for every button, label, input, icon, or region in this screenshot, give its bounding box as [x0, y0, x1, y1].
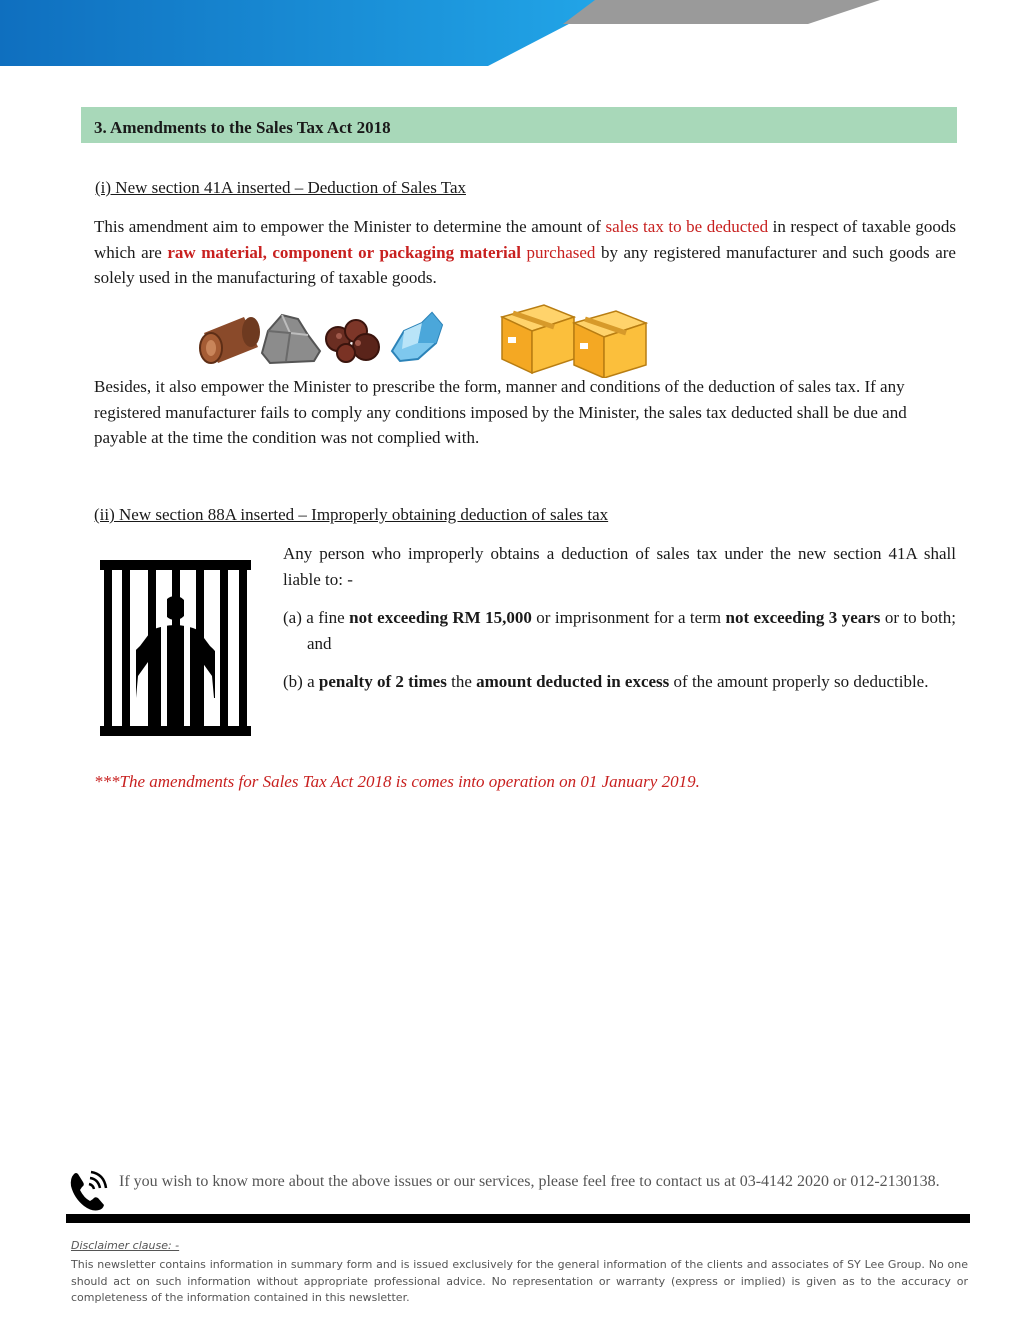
phone-icon	[68, 1168, 110, 1212]
penalty-item-a: (a) a fine not exceeding RM 15,000 or imprisonment for a term not exceeding 3 years or to both; and	[283, 608, 957, 653]
crystal-icon	[392, 313, 442, 361]
subsection-heading-41a: (i) New section 41A inserted – Deduction of Sales Tax	[95, 178, 466, 197]
footer-divider	[66, 1214, 970, 1223]
section-title: 3. Amendments to the Sales Tax Act 2018	[81, 107, 957, 143]
contact-line: If you wish to know more about the above issues or our services, please feel free to contact us at 03-4142 2020 or 012-2130138.	[119, 1173, 940, 1190]
cardboard-box-icon	[574, 311, 646, 378]
paragraph-41a-conditions: Besides, it also empower the Minister to prescribe the form, manner and conditions of the deduction of sales tax. If any registered manufacturer fails to comply any conditions imposed by the Minister, the sales tax deducted shall be due and payable at the time the condition was not complied with.	[94, 377, 907, 447]
penalty-item-b: (b) a penalty of 2 times the amount deducted in excess of the amount properly so deductible.	[283, 672, 929, 691]
penalty-intro: Any person who improperly obtains a deduction of sales tax under the new section 41A shall liable to: -	[283, 544, 956, 589]
cardboard-box-icon	[502, 305, 574, 373]
stone-icon	[262, 315, 320, 363]
ore-icon	[326, 320, 379, 362]
paragraph-41a-intro: This amendment aim to empower the Minister to determine the amount of sales tax to be deducted in respect of taxable goods which are raw material, component or packaging material purchased by any registered manufacturer and such goods are solely used in the manufacturing of taxable goods.	[94, 217, 956, 287]
operation-date-note: ***The amendments for Sales Tax Act 2018 is comes into operation on 01 January 2019.	[94, 772, 700, 791]
wood-log-icon	[200, 317, 260, 363]
jail-icon	[98, 558, 253, 738]
disclaimer-title: Disclaimer clause: -	[71, 1239, 180, 1252]
disclaimer-text: This newsletter contains information in summary form and is issued exclusively for the general information of the clients and associates of SY Lee Group. No one should act on such information without appropriate professional advice. No representation or warranty (express or implied) is given as to the accuracy or completeness of the information contained in this newsletter.	[71, 1258, 968, 1304]
header-banner	[0, 0, 1020, 70]
materials-illustration	[196, 303, 656, 378]
subsection-heading-88a: (ii) New section 88A inserted – Improperly obtaining deduction of sales tax	[94, 505, 609, 524]
